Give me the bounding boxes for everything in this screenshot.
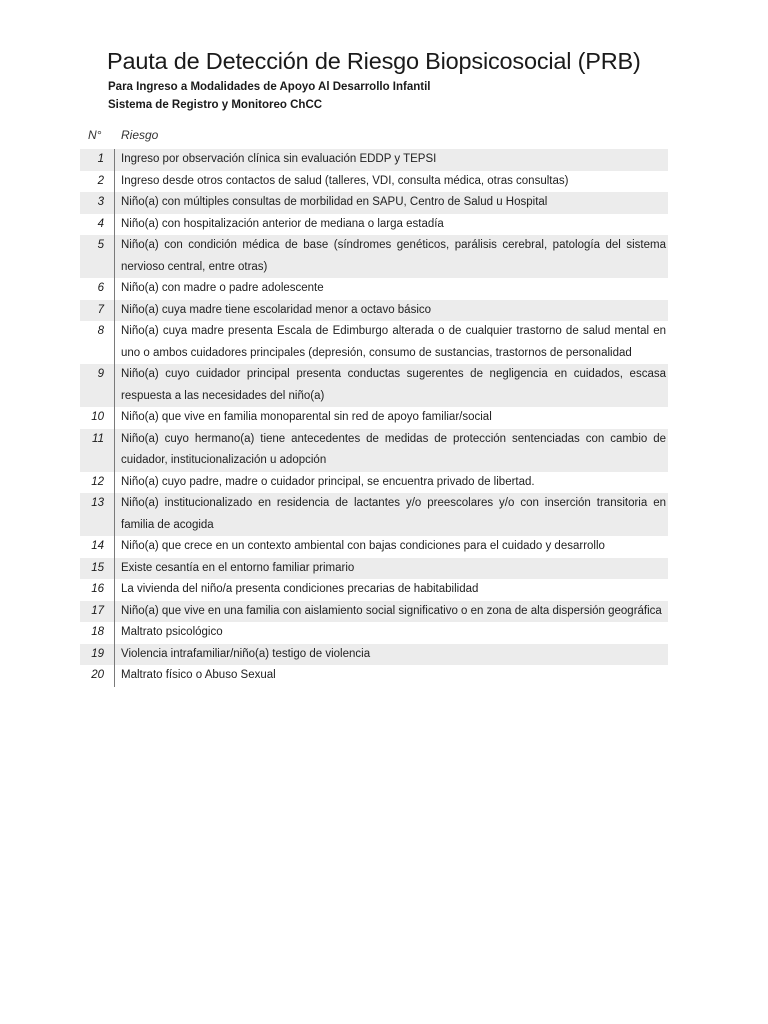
row-number: 15 [91,561,104,574]
row-risk-text: Niño(a) cuyo hermano(a) tiene antecedentes de medidas de protección sentenciadas con cambio de cuidador, institucionalización u adopción [114,429,668,472]
row-number: 12 [91,475,104,488]
row-risk-text: Niño(a) que crece en un contexto ambiental con bajas condiciones para el cuidado y desarrollo [114,536,668,558]
row-risk-text: Ingreso desde otros contactos de salud (talleres, VDI, consulta médica, otras consultas) [114,171,668,193]
table-row [80,149,668,171]
row-number: 3 [97,196,104,208]
document-subtitle-program: Para Ingreso a Modalidades de Apoyo Al Desarrollo Infantil [108,81,431,93]
row-risk-text: Niño(a) cuyo padre, madre o cuidador principal, se encuentra privado de libertad. [114,472,668,494]
table-row [80,558,668,580]
row-number: 1 [97,153,104,165]
row-risk-text: Existe cesantía en el entorno familiar primario [114,558,668,580]
row-risk-text: Ingreso por observación clínica sin evaluación EDDP y TEPSI [114,149,668,171]
row-risk-text: Niño(a) con múltiples consultas de morbilidad en SAPU, Centro de Salud u Hospital [114,192,668,214]
row-risk-text: Niño(a) que vive en familia monoparental sin red de apoyo familiar/social [114,407,668,429]
row-number: 10 [91,411,104,423]
document-title: Pauta de Detección de Riesgo Biopsicosocial (PRB) [107,48,641,74]
table-header [80,127,668,150]
document-subtitle-system: Sistema de Registro y Monitoreo ChCC [108,99,323,111]
row-number: 14 [91,540,104,552]
table-row [80,579,668,601]
row-risk-text: Niño(a) con madre o padre adolescente [114,278,668,300]
table-row [80,300,668,322]
row-number: 5 [97,239,104,251]
table-row [80,493,668,536]
row-risk-text: Niño(a) con condición médica de base (síndromes genéticos, parálisis cerebral, patología del sistema nervioso central, entre otras) [114,235,668,278]
table-row [80,429,668,472]
table-row [80,644,668,666]
row-risk-text: Niño(a) cuyo cuidador principal presenta conductas sugerentes de negligencia en cuidados, escasa respuesta a las necesidades del niño(a) [114,364,668,407]
row-number: 18 [91,626,104,638]
table-row [80,214,668,236]
table-row [80,536,668,558]
row-number: 19 [91,647,104,660]
table-row [80,601,668,623]
table-row [80,665,668,687]
row-risk-text: Maltrato físico o Abuso Sexual [114,665,668,687]
table-row [80,192,668,214]
row-number: 16 [91,583,104,595]
table-row [80,472,668,494]
row-number: 6 [97,282,104,294]
table-row [80,171,668,193]
row-risk-text: Niño(a) que vive en una familia con aislamiento social significativo o en zona de alta dispersión geográfica [114,601,668,623]
table-row [80,321,668,364]
row-number: 9 [97,368,104,380]
row-number: 7 [97,303,104,316]
table-row [80,278,668,300]
header-number: N° [88,128,102,142]
row-risk-text: Violencia intrafamiliar/niño(a) testigo de violencia [114,644,668,666]
row-number: 8 [97,325,104,337]
row-risk-text: Niño(a) cuya madre presenta Escala de Edimburgo alterada o de cualquier trastorno de salud mental en uno o ambos cuidadores principales (depresión, consumo de sustancias, trastornos de personalidad [114,321,668,364]
row-number: 2 [97,174,104,187]
table-row [80,364,668,407]
row-risk-text: Niño(a) con hospitalización anterior de mediana o larga estadía [114,214,668,236]
row-number: 11 [92,432,104,445]
table-row [80,235,668,278]
row-number: 13 [91,497,104,509]
table-row [80,407,668,429]
row-risk-text: Niño(a) cuya madre tiene escolaridad menor a octavo básico [114,300,668,322]
row-number: 20 [91,669,104,681]
row-number: 17 [91,604,104,617]
row-risk-text: Maltrato psicológico [114,622,668,644]
risk-table-body [80,149,668,687]
row-risk-text: La vivienda del niño/a presenta condiciones precarias de habitabilidad [114,579,668,601]
header-risk: Riesgo [121,128,159,142]
row-risk-text: Niño(a) institucionalizado en residencia de lactantes y/o preescolares y/o con inserción transitoria en familia de acogida [114,493,668,536]
row-number: 4 [97,217,104,230]
table-row [80,622,668,644]
